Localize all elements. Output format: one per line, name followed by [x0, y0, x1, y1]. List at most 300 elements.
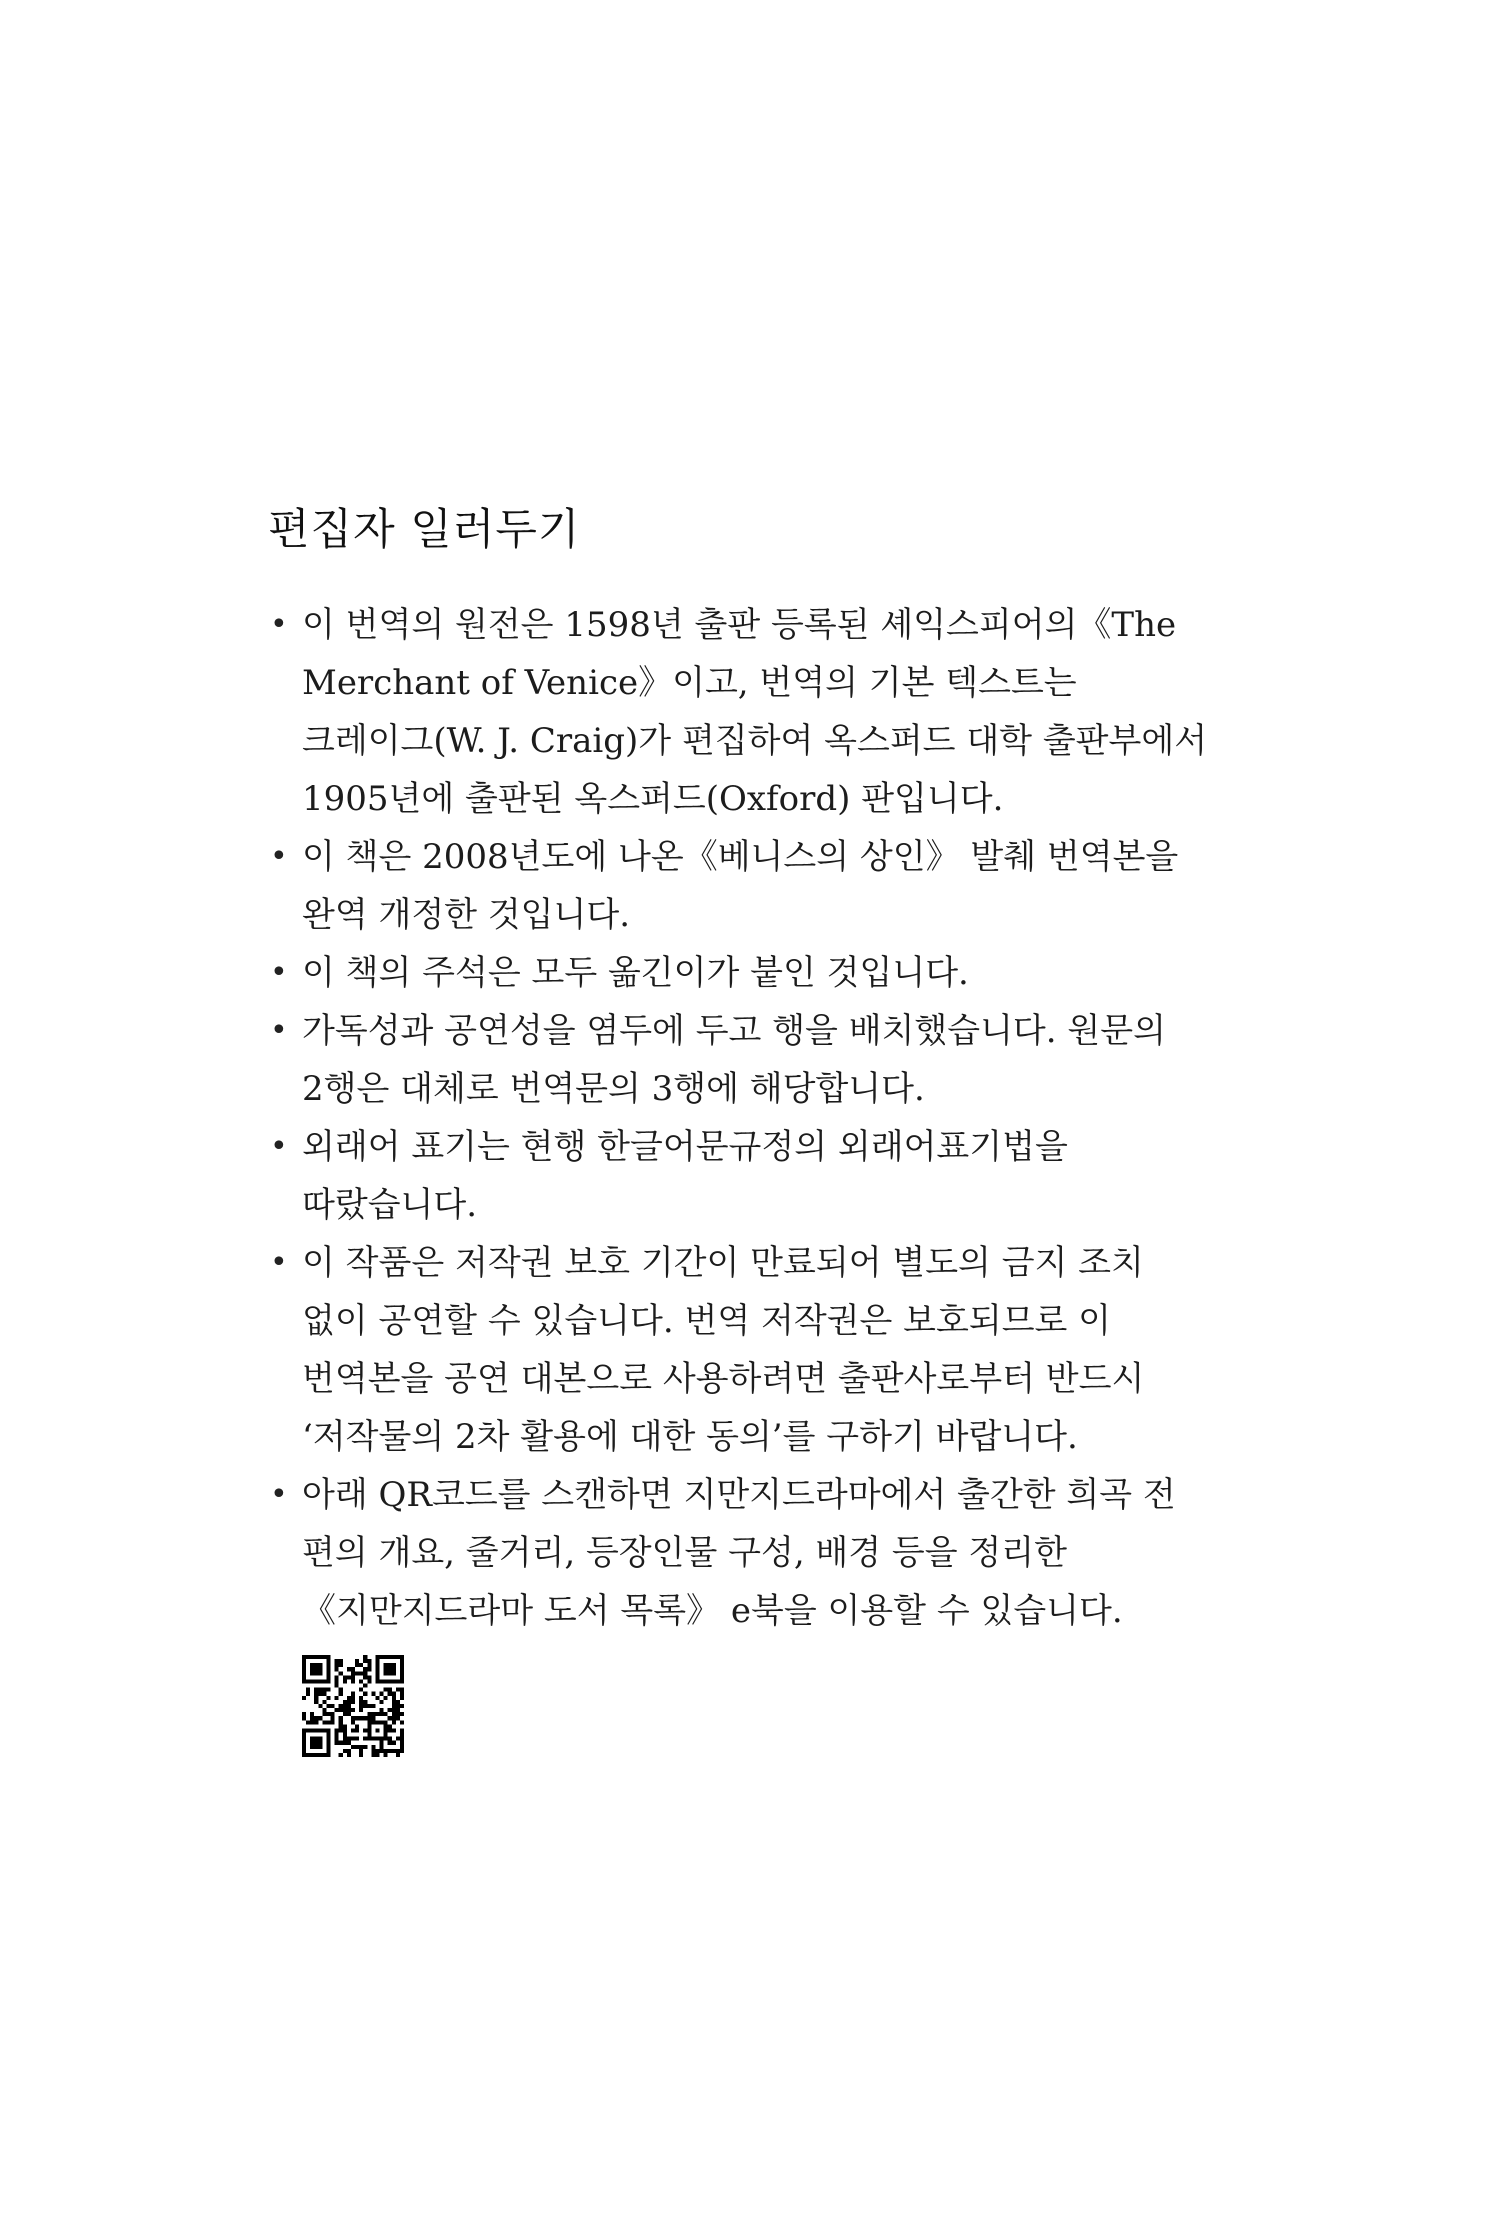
qr-module [375, 1749, 379, 1753]
qr-module [351, 1716, 355, 1720]
qr-module [318, 1667, 322, 1671]
qr-module [351, 1679, 355, 1683]
qr-module [384, 1749, 388, 1753]
qr-module [302, 1749, 306, 1753]
qr-module [310, 1679, 314, 1683]
note-line: 이 작품은 저작권 보호 기간이 만료되어 별도의 금지 조치 [302, 1243, 1144, 1283]
qr-module [367, 1737, 371, 1741]
qr-module [322, 1655, 326, 1659]
qr-module [318, 1745, 322, 1749]
qr-module [384, 1696, 388, 1700]
qr-module [343, 1737, 347, 1741]
qr-module [339, 1716, 343, 1720]
qr-module [371, 1737, 375, 1741]
qr-module [359, 1716, 363, 1720]
qr-module [306, 1720, 310, 1724]
qr-module [384, 1663, 388, 1667]
qr-module [351, 1696, 355, 1700]
qr-module [326, 1720, 330, 1724]
qr-module [347, 1741, 351, 1745]
qr-module [302, 1663, 306, 1667]
qr-module [343, 1704, 347, 1708]
qr-module [400, 1655, 404, 1659]
qr-module [359, 1700, 363, 1704]
qr-module [318, 1704, 322, 1708]
qr-module [392, 1663, 396, 1667]
qr-module [384, 1688, 388, 1692]
qr-module [392, 1716, 396, 1720]
qr-module [306, 1728, 310, 1732]
qr-module [343, 1728, 347, 1732]
qr-module [306, 1679, 310, 1683]
qr-module [331, 1716, 335, 1720]
qr-module [367, 1733, 371, 1737]
qr-module [363, 1671, 367, 1675]
qr-module [392, 1704, 396, 1708]
qr-module [384, 1667, 388, 1671]
qr-module [396, 1708, 400, 1712]
qr-module [318, 1737, 322, 1741]
qr-module [400, 1688, 404, 1692]
qr-module [396, 1753, 400, 1757]
qr-module [351, 1745, 355, 1749]
qr-module [343, 1708, 347, 1712]
qr-module [310, 1745, 314, 1749]
qr-module [388, 1724, 392, 1728]
qr-module [388, 1749, 392, 1753]
qr-module [302, 1671, 306, 1675]
qr-module [351, 1700, 355, 1704]
note-line: 따랐습니다. [302, 1185, 478, 1225]
qr-module [392, 1728, 396, 1732]
qr-module [384, 1655, 388, 1659]
qr-module [392, 1655, 396, 1659]
qr-module [375, 1671, 379, 1675]
bullet-icon: • [270, 607, 288, 642]
qr-module [302, 1737, 306, 1741]
qr-module [371, 1712, 375, 1716]
qr-module [396, 1688, 400, 1692]
notes-list [268, 596, 1268, 1640]
qr-module [359, 1696, 363, 1700]
qr-module [359, 1679, 363, 1683]
bullet-icon: • [270, 1245, 288, 1280]
qr-module [380, 1700, 384, 1704]
qr-module [339, 1724, 343, 1728]
qr-module [302, 1675, 306, 1679]
qr-module [384, 1728, 388, 1732]
qr-module [363, 1692, 367, 1696]
qr-module [367, 1728, 371, 1732]
qr-module [375, 1675, 379, 1679]
qr-module [396, 1679, 400, 1683]
qr-module [322, 1688, 326, 1692]
qr-module [375, 1679, 379, 1683]
qr-module [302, 1741, 306, 1745]
qr-module [363, 1659, 367, 1663]
qr-module [310, 1655, 314, 1659]
qr-module [392, 1671, 396, 1675]
qr-module [326, 1659, 330, 1663]
qr-module [339, 1728, 343, 1732]
qr-module [392, 1712, 396, 1716]
qr-module [392, 1749, 396, 1753]
qr-module [384, 1737, 388, 1741]
qr-module [347, 1675, 351, 1679]
qr-module [371, 1720, 375, 1724]
note-line: 이 번역의 원전은 1598년 출판 등록된 셰익스피어의《The [302, 605, 1177, 645]
qr-module [339, 1741, 343, 1745]
qr-module [331, 1704, 335, 1708]
qr-module [326, 1704, 330, 1708]
qr-module [400, 1659, 404, 1663]
qr-module [400, 1712, 404, 1716]
qr-module [326, 1737, 330, 1741]
qr-module [331, 1712, 335, 1716]
qr-module [347, 1696, 351, 1700]
qr-module [302, 1716, 306, 1720]
qr-module [396, 1704, 400, 1708]
qr-module [400, 1728, 404, 1732]
qr-module [384, 1720, 388, 1724]
note-line: 가독성과 공연성을 염두에 두고 행을 배치했습니다. 원문의 [302, 1011, 1166, 1051]
qr-module [322, 1692, 326, 1696]
qr-module [363, 1700, 367, 1704]
qr-module [392, 1708, 396, 1712]
qr-module [363, 1684, 367, 1688]
qr-module [380, 1737, 384, 1741]
qr-module [400, 1692, 404, 1696]
qr-module [314, 1745, 318, 1749]
qr-module [326, 1741, 330, 1745]
qr-module [359, 1663, 363, 1667]
qr-module [355, 1671, 359, 1675]
qr-module [322, 1708, 326, 1712]
qr-module [335, 1675, 339, 1679]
qr-module [384, 1733, 388, 1737]
qr-module [363, 1737, 367, 1741]
note-line: 완역 개정한 것입니다. [302, 895, 631, 935]
qr-module [314, 1720, 318, 1724]
note-line: 번역본을 공연 대본으로 사용하려면 출판사로부터 반드시 [302, 1359, 1145, 1399]
qr-module [326, 1753, 330, 1757]
qr-module [359, 1708, 363, 1712]
qr-module [339, 1708, 343, 1712]
qr-module [380, 1741, 384, 1745]
qr-module [375, 1659, 379, 1663]
qr-module [310, 1663, 314, 1667]
qr-module [375, 1655, 379, 1659]
qr-module [306, 1753, 310, 1757]
qr-module [367, 1679, 371, 1683]
qr-module [388, 1741, 392, 1745]
qr-module [392, 1696, 396, 1700]
qr-module [343, 1712, 347, 1716]
qr-module [335, 1667, 339, 1671]
qr-module [306, 1692, 310, 1696]
qr-module [347, 1708, 351, 1712]
qr-module [396, 1716, 400, 1720]
qr-module [388, 1716, 392, 1720]
qr-module [318, 1741, 322, 1745]
qr-module [322, 1700, 326, 1704]
page-title: 편집자 일러두기 [268, 505, 581, 555]
qr-module [355, 1659, 359, 1663]
qr-module [310, 1716, 314, 1720]
qr-module [400, 1671, 404, 1675]
qr-module [335, 1733, 339, 1737]
qr-module [375, 1667, 379, 1671]
bullet-icon: • [270, 1477, 288, 1512]
qr-module [322, 1712, 326, 1716]
qr-code-icon[interactable] [302, 1655, 404, 1757]
qr-module [310, 1720, 314, 1724]
note-line: 《지만지드라마 도서 목록》 e북을 이용할 수 있습니다. [302, 1591, 1123, 1631]
qr-module [322, 1679, 326, 1683]
qr-module [371, 1745, 375, 1749]
qr-module [363, 1704, 367, 1708]
qr-module [392, 1667, 396, 1671]
qr-module [326, 1688, 330, 1692]
qr-module [314, 1737, 318, 1741]
qr-module [335, 1728, 339, 1732]
note-line: ‘저작물의 2차 활용에 대한 동의’를 구하기 바랍니다. [302, 1417, 1078, 1457]
qr-module [400, 1663, 404, 1667]
qr-module [343, 1679, 347, 1683]
note-line: 이 책은 2008년도에 나온《베니스의 상인》 발췌 번역본을 [302, 837, 1179, 877]
qr-module [318, 1671, 322, 1675]
note-line: 이 책의 주석은 모두 옮긴이가 붙인 것입니다. [302, 953, 969, 993]
qr-module [375, 1663, 379, 1667]
qr-module [351, 1671, 355, 1675]
qr-module [384, 1679, 388, 1683]
qr-module [367, 1724, 371, 1728]
qr-module [314, 1741, 318, 1745]
note-line: 편의 개요, 줄거리, 등장인물 구성, 배경 등을 정리한 [302, 1533, 1067, 1573]
qr-module [367, 1675, 371, 1679]
note-item [268, 1234, 1268, 1466]
qr-module [314, 1671, 318, 1675]
qr-module [339, 1659, 343, 1663]
qr-module [339, 1671, 343, 1675]
qr-module [326, 1749, 330, 1753]
bullet-icon: • [270, 1129, 288, 1164]
qr-module [367, 1659, 371, 1663]
qr-module [384, 1712, 388, 1716]
qr-module [396, 1712, 400, 1716]
qr-module [314, 1663, 318, 1667]
qr-module [326, 1655, 330, 1659]
qr-module [359, 1753, 363, 1757]
qr-module [351, 1708, 355, 1712]
qr-module [306, 1655, 310, 1659]
qr-module [310, 1741, 314, 1745]
qr-module [318, 1663, 322, 1667]
note-line: 외래어 표기는 현행 한글어문규정의 외래어표기법을 [302, 1127, 1068, 1167]
qr-module [400, 1720, 404, 1724]
qr-module [347, 1737, 351, 1741]
qr-module [384, 1671, 388, 1675]
qr-module [318, 1655, 322, 1659]
qr-module [310, 1671, 314, 1675]
qr-module [400, 1704, 404, 1708]
qr-module [326, 1675, 330, 1679]
qr-module [355, 1724, 359, 1728]
qr-module [347, 1700, 351, 1704]
qr-module [326, 1728, 330, 1732]
qr-module [380, 1655, 384, 1659]
note-line: 아래 QR코드를 스캔하면 지만지드라마에서 출간한 희곡 전 [302, 1475, 1176, 1515]
qr-module [314, 1655, 318, 1659]
qr-module [335, 1708, 339, 1712]
qr-module [302, 1659, 306, 1663]
qr-module [318, 1753, 322, 1757]
qr-module [326, 1671, 330, 1675]
qr-module [302, 1667, 306, 1671]
qr-module [318, 1716, 322, 1720]
qr-module [388, 1708, 392, 1712]
qr-module [326, 1663, 330, 1667]
qr-module [363, 1675, 367, 1679]
note-line: 크레이그(W. J. Craig)가 편집하여 옥스퍼드 대학 출판부에서 [302, 721, 1208, 761]
qr-module [310, 1712, 314, 1716]
qr-module [351, 1667, 355, 1671]
qr-module [400, 1696, 404, 1700]
qr-module [367, 1667, 371, 1671]
qr-module [388, 1667, 392, 1671]
qr-module [375, 1753, 379, 1757]
qr-module [302, 1728, 306, 1732]
note-line: Merchant of Venice》이고, 번역의 기본 텍스트는 [302, 663, 1077, 703]
bullet-icon: • [270, 955, 288, 990]
qr-module [371, 1716, 375, 1720]
qr-module [359, 1745, 363, 1749]
qr-module [375, 1728, 379, 1732]
qr-module [343, 1741, 347, 1745]
bullet-icon: • [270, 839, 288, 874]
qr-module [355, 1728, 359, 1732]
qr-module [380, 1749, 384, 1753]
qr-module [314, 1688, 318, 1692]
qr-module [400, 1737, 404, 1741]
qr-module [347, 1753, 351, 1757]
qr-module [380, 1712, 384, 1716]
qr-module [326, 1745, 330, 1749]
note-item [268, 944, 1268, 1002]
qr-module [396, 1700, 400, 1704]
qr-module [326, 1679, 330, 1683]
qr-module [302, 1745, 306, 1749]
qr-module [400, 1741, 404, 1745]
qr-module [380, 1745, 384, 1749]
qr-module [363, 1655, 367, 1659]
qr-module [335, 1737, 339, 1741]
qr-module [363, 1728, 367, 1732]
qr-module [363, 1745, 367, 1749]
qr-module [339, 1663, 343, 1667]
qr-module [322, 1753, 326, 1757]
qr-module [318, 1728, 322, 1732]
qr-module [400, 1733, 404, 1737]
qr-module [388, 1671, 392, 1675]
qr-module [339, 1753, 343, 1757]
qr-module [339, 1704, 343, 1708]
qr-module [359, 1688, 363, 1692]
qr-module [347, 1667, 351, 1671]
qr-module [396, 1655, 400, 1659]
qr-module [375, 1712, 379, 1716]
qr-module [314, 1700, 318, 1704]
qr-module [314, 1679, 318, 1683]
qr-module [310, 1667, 314, 1671]
qr-module [302, 1712, 306, 1716]
qr-module [326, 1712, 330, 1716]
qr-module [388, 1688, 392, 1692]
qr-module [355, 1737, 359, 1741]
qr-module [314, 1696, 318, 1700]
qr-module [359, 1749, 363, 1753]
qr-module [396, 1749, 400, 1753]
qr-module [335, 1684, 339, 1688]
qr-module [355, 1663, 359, 1667]
qr-module [363, 1667, 367, 1671]
qr-module [400, 1749, 404, 1753]
qr-module [310, 1753, 314, 1757]
qr-module [335, 1663, 339, 1667]
qr-module [400, 1675, 404, 1679]
qr-module [314, 1667, 318, 1671]
qr-module [388, 1728, 392, 1732]
qr-module [314, 1716, 318, 1720]
qr-module [367, 1663, 371, 1667]
qr-module [384, 1753, 388, 1757]
bullet-icon: • [270, 1013, 288, 1048]
qr-module [343, 1749, 347, 1753]
qr-module [343, 1700, 347, 1704]
qr-module [388, 1655, 392, 1659]
qr-module [400, 1667, 404, 1671]
qr-module [392, 1720, 396, 1724]
qr-module [306, 1688, 310, 1692]
qr-module [375, 1720, 379, 1724]
qr-module [371, 1704, 375, 1708]
note-item [268, 1118, 1268, 1234]
qr-module [335, 1659, 339, 1663]
qr-module [318, 1688, 322, 1692]
note-line: 없이 공연할 수 있습니다. 번역 저작권은 보호되므로 이 [302, 1301, 1112, 1341]
qr-module [375, 1696, 379, 1700]
qr-module [347, 1712, 351, 1716]
qr-module [384, 1724, 388, 1728]
qr-module [335, 1741, 339, 1745]
qr-module [314, 1728, 318, 1732]
qr-module [326, 1696, 330, 1700]
note-item [268, 1466, 1268, 1640]
qr-module [388, 1679, 392, 1683]
qr-module [302, 1733, 306, 1737]
note-item [268, 596, 1268, 828]
qr-module [367, 1704, 371, 1708]
note-item [268, 1002, 1268, 1118]
qr-module [363, 1716, 367, 1720]
qr-module [392, 1692, 396, 1696]
qr-module [318, 1692, 322, 1696]
qr-module [322, 1728, 326, 1732]
qr-module [375, 1737, 379, 1741]
qr-module [380, 1708, 384, 1712]
qr-module [326, 1667, 330, 1671]
qr-module [371, 1692, 375, 1696]
